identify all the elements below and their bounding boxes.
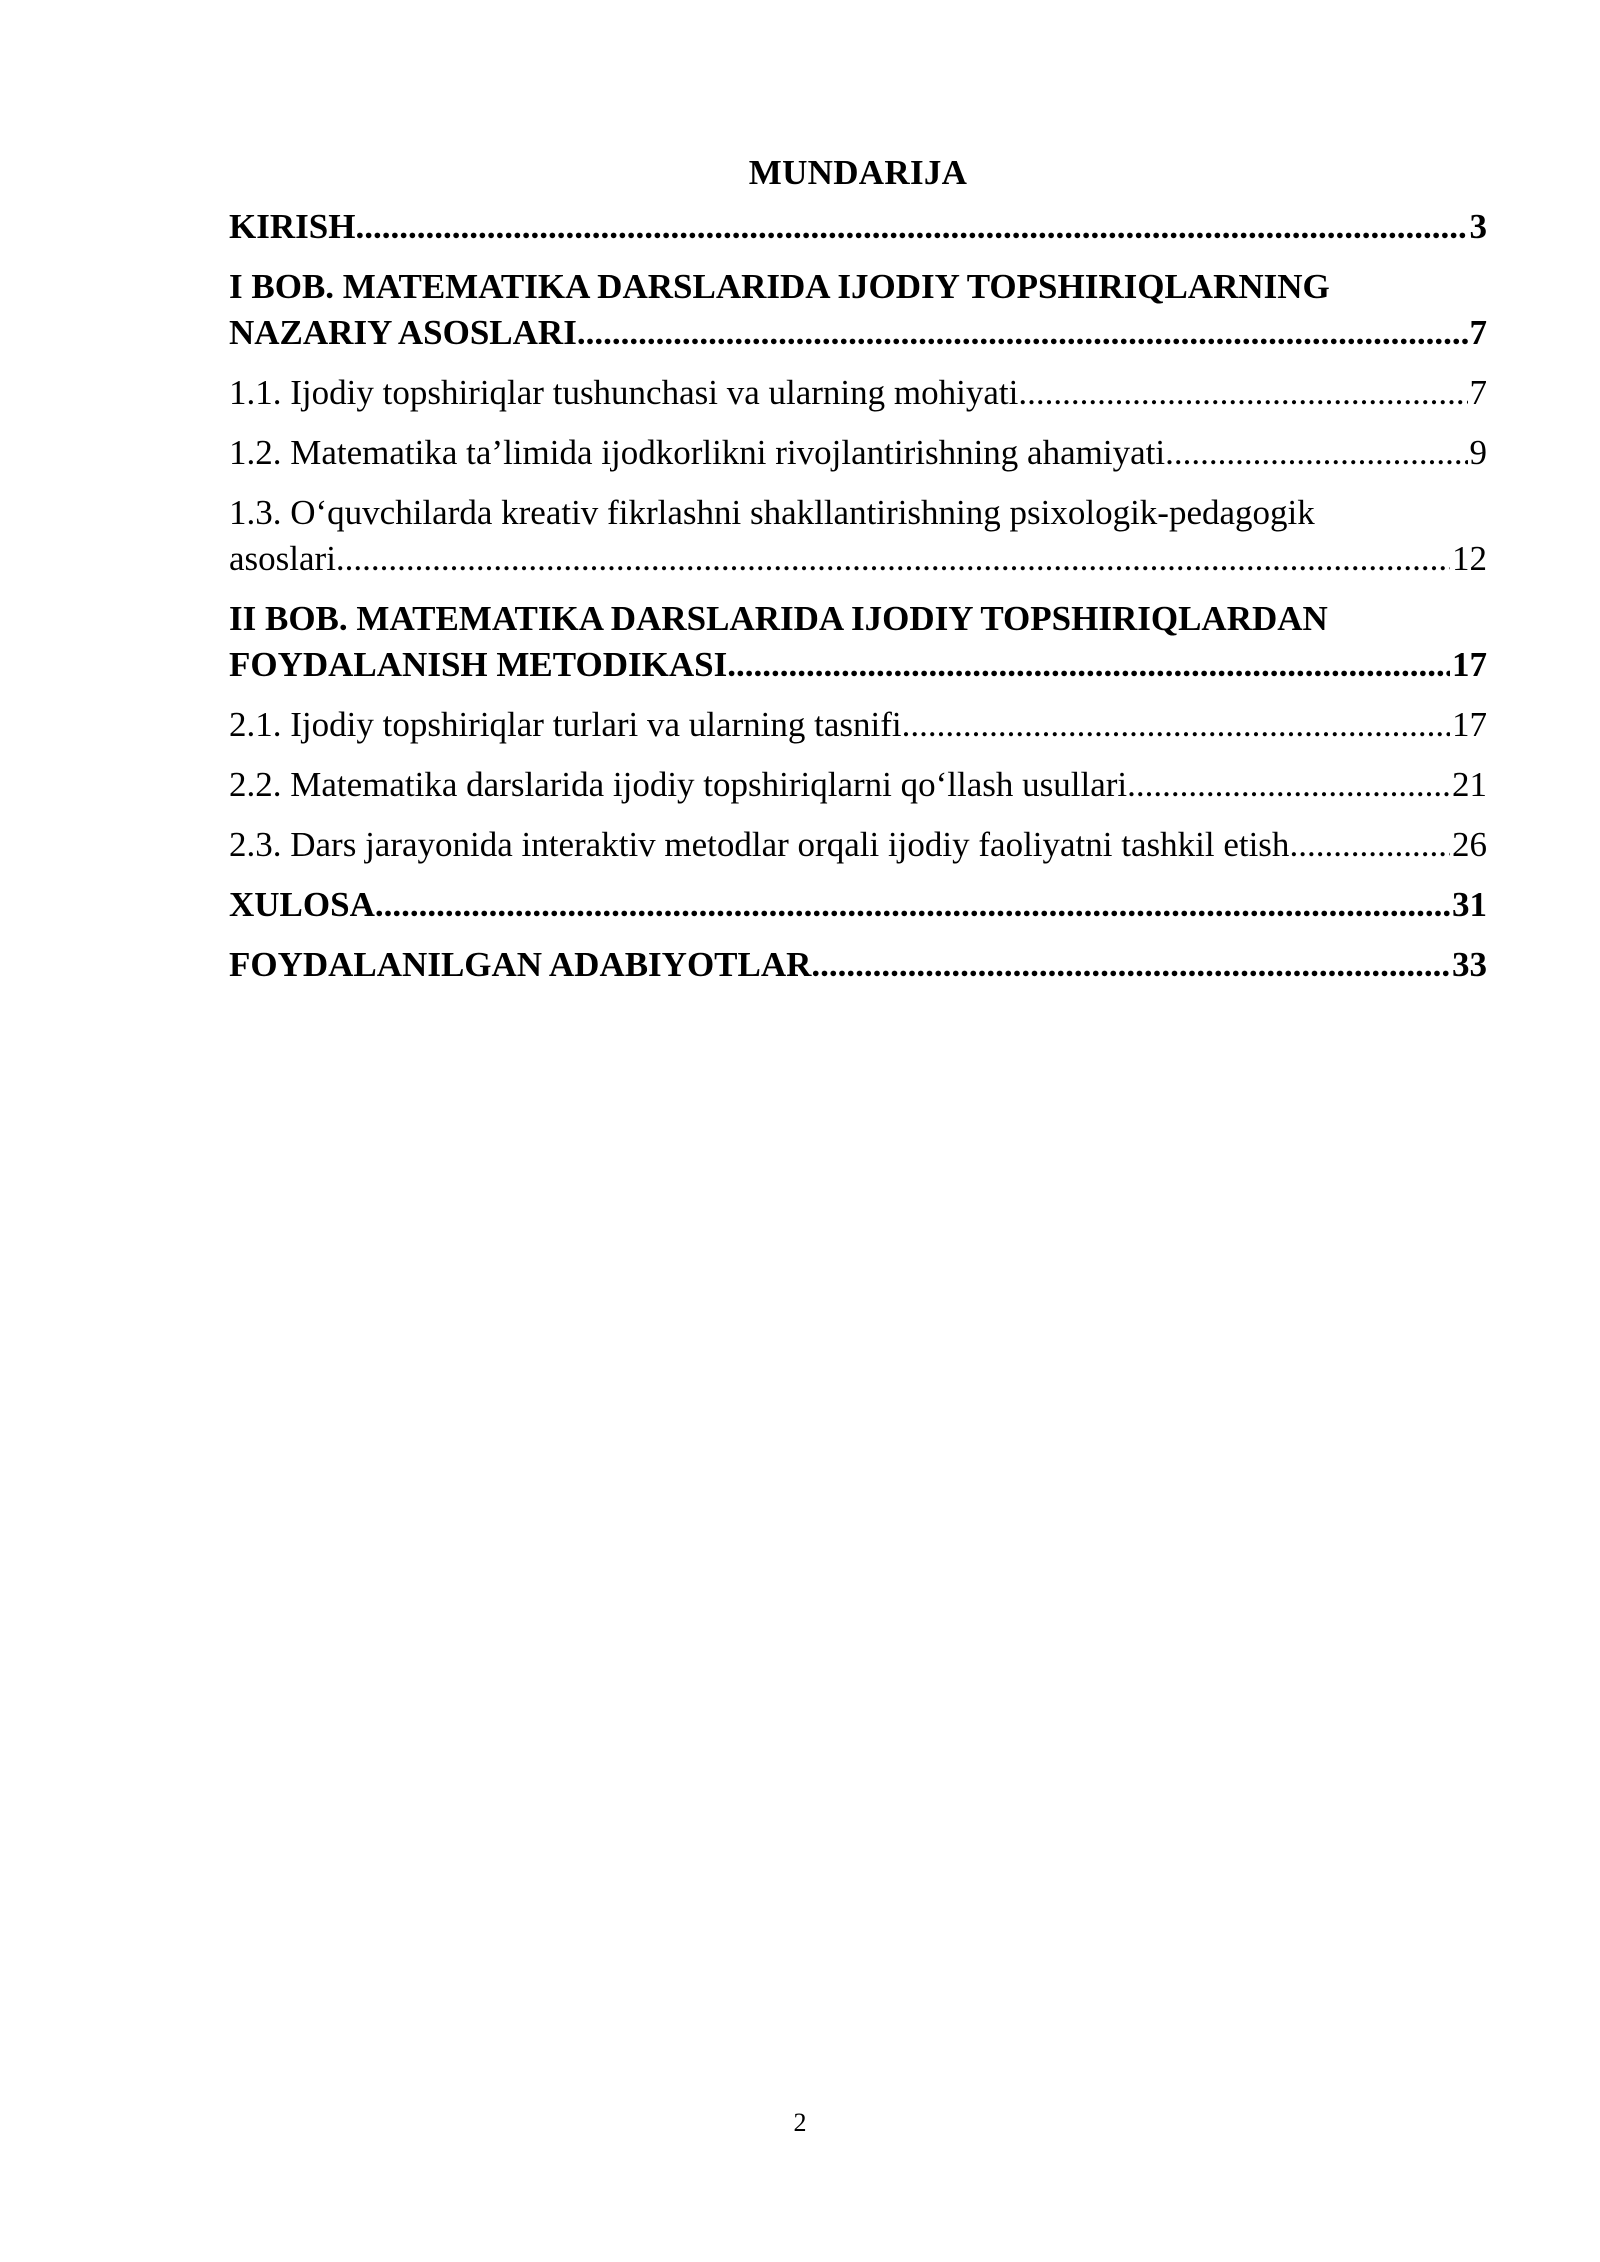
toc-entry-page-number: 9 — [1469, 433, 1487, 472]
dot-leader — [336, 536, 1450, 582]
toc-entry-title: 2.3. Dars jarayonida interaktiv metodlar orqali ijodiy faoliyatni tashkil etish — [229, 825, 1290, 864]
toc-entry-line — [229, 762, 1487, 808]
toc-entry-line — [229, 942, 1487, 988]
toc-entry-line — [229, 822, 1487, 868]
toc-entry-line — [229, 702, 1487, 748]
toc-entry — [229, 882, 1487, 928]
toc-entry-page-number: 3 — [1469, 207, 1487, 246]
toc-entry — [229, 702, 1487, 748]
toc-entry-page-number: 7 — [1469, 373, 1487, 412]
toc-entry-line — [229, 642, 1487, 688]
toc-entry-line — [229, 430, 1487, 476]
toc-entry — [229, 762, 1487, 808]
toc-entry — [229, 264, 1487, 356]
toc-title: MUNDARIJA — [748, 153, 968, 192]
dot-leader — [577, 310, 1468, 356]
dot-leader — [1018, 370, 1467, 416]
toc-entry-page-number: 33 — [1452, 945, 1487, 984]
toc-entry — [229, 430, 1487, 476]
toc-entry-title: XULOSA — [229, 885, 375, 924]
toc-entry — [229, 370, 1487, 416]
toc-entry-line — [229, 536, 1487, 582]
dot-leader — [1289, 822, 1450, 868]
toc-entry-page-number: 7 — [1469, 313, 1487, 352]
dot-leader — [902, 702, 1450, 748]
toc-entry-title: 2.2. Matematika darslarida ijodiy topshiriqlarni qo‘llash usullari — [229, 765, 1128, 804]
page-number: 2 — [793, 2108, 807, 2137]
toc-entry-title: FOYDALANILGAN ADABIYOTLAR — [229, 945, 812, 984]
dot-leader — [355, 204, 1467, 250]
toc-entry-page-number: 17 — [1452, 645, 1487, 684]
toc-entry-title: FOYDALANISH METODIKASI — [229, 645, 728, 684]
toc-entry — [229, 204, 1487, 250]
dot-leader — [375, 882, 1450, 928]
toc-entry-title: NAZARIY ASOSLARI — [229, 313, 577, 352]
toc-entry — [229, 822, 1487, 868]
dot-leader — [1165, 430, 1467, 476]
toc-entry-line — [229, 204, 1487, 250]
toc-entry-page-number: 21 — [1452, 765, 1487, 804]
toc-entry-title-line: II BOB. MATEMATIKA DARSLARIDA IJODIY TOPSHIRIQLARDAN — [229, 599, 1328, 638]
toc-entry-line — [229, 310, 1487, 356]
table-of-contents — [229, 150, 1487, 1002]
toc-entry-title: 1.2. Matematika ta’limida ijodkorlikni rivojlantirishning ahamiyati — [229, 433, 1166, 472]
dot-leader — [811, 942, 1450, 988]
toc-entry-page-number: 12 — [1452, 539, 1487, 578]
toc-entry-page-number: 31 — [1452, 885, 1487, 924]
toc-entry-line — [229, 370, 1487, 416]
toc-entry-page-number: 17 — [1452, 705, 1487, 744]
toc-entry — [229, 490, 1487, 582]
dot-leader — [1127, 762, 1450, 808]
toc-entry-title: 1.1. Ijodiy topshiriqlar tushunchasi va ularning mohiyati — [229, 373, 1019, 412]
toc-entry-page-number: 26 — [1452, 825, 1487, 864]
toc-entry-title: asoslari — [229, 539, 336, 578]
toc-entry — [229, 942, 1487, 988]
toc-entry-title: 2.1. Ijodiy topshiriqlar turlari va ularning tasnifi — [229, 705, 902, 744]
toc-entry-title-line: I BOB. MATEMATIKA DARSLARIDA IJODIY TOPSHIRIQLARNING — [229, 267, 1330, 306]
dot-leader — [727, 642, 1450, 688]
toc-entry-title-line: 1.3. O‘quvchilarda kreativ fikrlashni shakllantirishning psixologik-pedagogik — [229, 493, 1315, 532]
toc-entries — [229, 204, 1487, 988]
toc-entry-title: KIRISH — [229, 207, 356, 246]
toc-entry — [229, 596, 1487, 688]
toc-entry-line — [229, 882, 1487, 928]
